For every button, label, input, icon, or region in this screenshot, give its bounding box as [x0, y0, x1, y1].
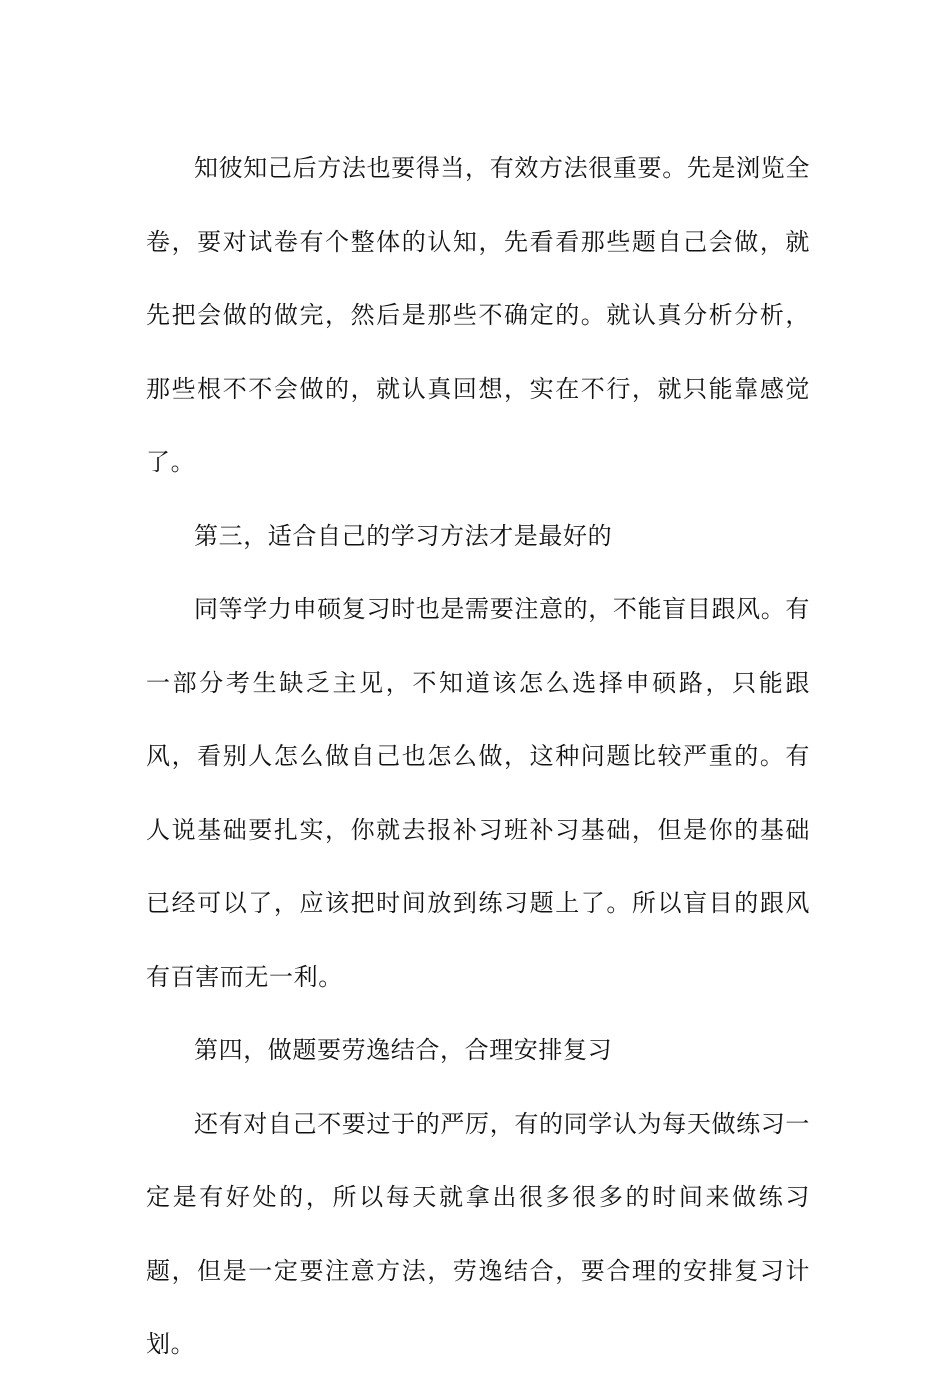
- document-page: [146, 132, 810, 1382]
- paragraph-exam-method: 知彼知己后方法也要得当，有效方法很重要。先是浏览全卷，要对试卷有个整体的认知，先看看那些题自己会做，就先把会做的做完，然后是那些不确定的。就认真分析分析，那些根不不会做的，就认真回想，实在不行，就只能靠感觉了。: [146, 154, 810, 476]
- paragraph-balance-rest: 还有对自己不要过于的严厉，有的同学认为每天做练习一定是有好处的，所以每天就拿出很多很多的时间来做练习题，但是一定要注意方法，劳逸结合，要合理的安排复习计划。: [146, 1109, 810, 1358]
- heading-third-point: 第三，适合自己的学习方法才是最好的: [194, 521, 613, 550]
- heading-fourth-point: 第四，做题要劳逸结合，合理安排复习: [194, 1036, 613, 1064]
- paragraph-no-blind-following: 同等学力申硕复习时也是需要注意的，不能盲目跟风。有一部分考生缺乏主见，不知道该怎么选择申硕路，只能跟风，看别人怎么做自己也怎么做，这种问题比较严重的。有人说基础要扎实，你就去报补习班补习基础，但是你的基础已经可以了，应该把时间放到练习题上了。所以盲目的跟风有百害而无一利。: [146, 595, 810, 991]
